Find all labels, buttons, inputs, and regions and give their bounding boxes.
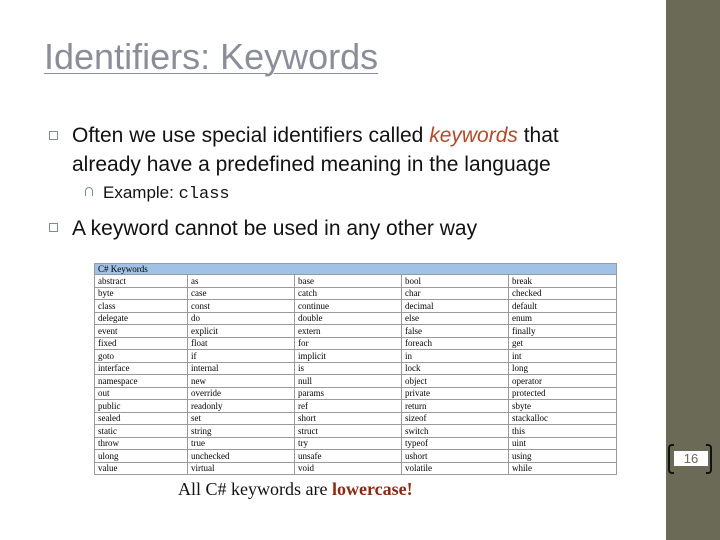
table-cell: explicit [188, 325, 295, 338]
table-cell: bool [402, 275, 509, 288]
table-row [95, 387, 617, 400]
table-row [95, 275, 617, 288]
table-cell: in [402, 350, 509, 363]
table-row [95, 325, 617, 338]
table-cell: double [295, 312, 402, 325]
table-cell: operator [509, 375, 617, 388]
table-cell: ushort [402, 450, 509, 463]
table-cell: case [188, 287, 295, 300]
table-cell: continue [295, 300, 402, 313]
table-row [95, 350, 617, 363]
table-cell: throw [95, 437, 188, 450]
table-cell: true [188, 437, 295, 450]
example-label: Example: [103, 183, 179, 202]
table-cell: try [295, 437, 402, 450]
table-cell: static [95, 425, 188, 438]
caption [178, 479, 413, 500]
table-row [95, 312, 617, 325]
table-cell: protected [509, 387, 617, 400]
table-cell: goto [95, 350, 188, 363]
table-cell: sealed [95, 412, 188, 425]
table-cell: foreach [402, 337, 509, 350]
table-cell: return [402, 400, 509, 413]
table-row [95, 462, 617, 475]
table-row [95, 300, 617, 313]
table-cell: this [509, 425, 617, 438]
table-cell: const [188, 300, 295, 313]
table-header: C# Keywords [95, 264, 617, 275]
table-cell: delegate [95, 312, 188, 325]
table-cell: volatile [402, 462, 509, 475]
table-cell: string [188, 425, 295, 438]
table-header-row [95, 264, 617, 275]
keywords-table [94, 263, 617, 475]
table-cell: class [95, 300, 188, 313]
table-cell: null [295, 375, 402, 388]
table-cell: public [95, 400, 188, 413]
slide-title: Identifiers: Keywords [44, 36, 379, 77]
table-cell: namespace [95, 375, 188, 388]
table-cell: long [509, 362, 617, 375]
table-cell: lock [402, 362, 509, 375]
table-cell: object [402, 375, 509, 388]
table-cell: ref [295, 400, 402, 413]
table-row [95, 337, 617, 350]
bullet-1-line-2: already have a predefined meaning in the language [72, 153, 551, 176]
table-row [95, 400, 617, 413]
table-cell: void [295, 462, 402, 475]
table-cell: stackalloc [509, 412, 617, 425]
table-cell: unsafe [295, 450, 402, 463]
table-cell: typeof [402, 437, 509, 450]
table-cell: short [295, 412, 402, 425]
table-cell: enum [509, 312, 617, 325]
table-cell: char [402, 287, 509, 300]
table-cell: abstract [95, 275, 188, 288]
table-cell: catch [295, 287, 402, 300]
table-cell: virtual [188, 462, 295, 475]
table-cell: decimal [402, 300, 509, 313]
table-row [95, 437, 617, 450]
table-cell: default [509, 300, 617, 313]
table-row [95, 425, 617, 438]
bullet-1-text-after: that [517, 124, 559, 147]
bullet-2: A keyword cannot be used in any other way [72, 217, 478, 240]
page-number: 16 [674, 451, 708, 466]
sub-bullet-example [103, 183, 230, 204]
table-cell: event [95, 325, 188, 338]
table-cell: sizeof [402, 412, 509, 425]
table-cell: do [188, 312, 295, 325]
table-cell: ulong [95, 450, 188, 463]
table-cell: set [188, 412, 295, 425]
bullet-square-icon [49, 131, 58, 140]
table-cell: readonly [188, 400, 295, 413]
table-cell: is [295, 362, 402, 375]
table-row [95, 287, 617, 300]
keywords-term: keywords [429, 124, 518, 147]
table-cell: checked [509, 287, 617, 300]
table-cell: new [188, 375, 295, 388]
bullet-square-icon [49, 223, 58, 232]
table-row [95, 412, 617, 425]
table-cell: float [188, 337, 295, 350]
table-cell: int [509, 350, 617, 363]
table-row [95, 375, 617, 388]
bullet-1-text-before: Often we use special identifiers called [72, 124, 430, 147]
table-row [95, 362, 617, 375]
table-cell: struct [295, 425, 402, 438]
table-cell: base [295, 275, 402, 288]
table-cell: get [509, 337, 617, 350]
table-cell: value [95, 462, 188, 475]
table-cell: while [509, 462, 617, 475]
table-cell: extern [295, 325, 402, 338]
caption-text: All C# keywords are [178, 479, 332, 499]
bullet-1-line-1 [72, 124, 559, 148]
table-cell: sbyte [509, 400, 617, 413]
table-cell: out [95, 387, 188, 400]
table-cell: private [402, 387, 509, 400]
table-cell: unchecked [188, 450, 295, 463]
table-cell: as [188, 275, 295, 288]
caption-emphasis: lowercase! [331, 479, 413, 499]
table-cell: interface [95, 362, 188, 375]
table-cell: false [402, 325, 509, 338]
example-code: class [178, 185, 230, 204]
table-cell: fixed [95, 337, 188, 350]
table-cell: params [295, 387, 402, 400]
table-cell: switch [402, 425, 509, 438]
table-cell: else [402, 312, 509, 325]
table-cell: for [295, 337, 402, 350]
table-cell: finally [509, 325, 617, 338]
table-cell: if [188, 350, 295, 363]
table-row [95, 450, 617, 463]
table-cell: byte [95, 287, 188, 300]
table-cell: internal [188, 362, 295, 375]
table-cell: break [509, 275, 617, 288]
table-cell: using [509, 450, 617, 463]
sub-bullet-arch-icon [85, 187, 93, 196]
table-cell: override [188, 387, 295, 400]
table-cell: uint [509, 437, 617, 450]
table-cell: implicit [295, 350, 402, 363]
